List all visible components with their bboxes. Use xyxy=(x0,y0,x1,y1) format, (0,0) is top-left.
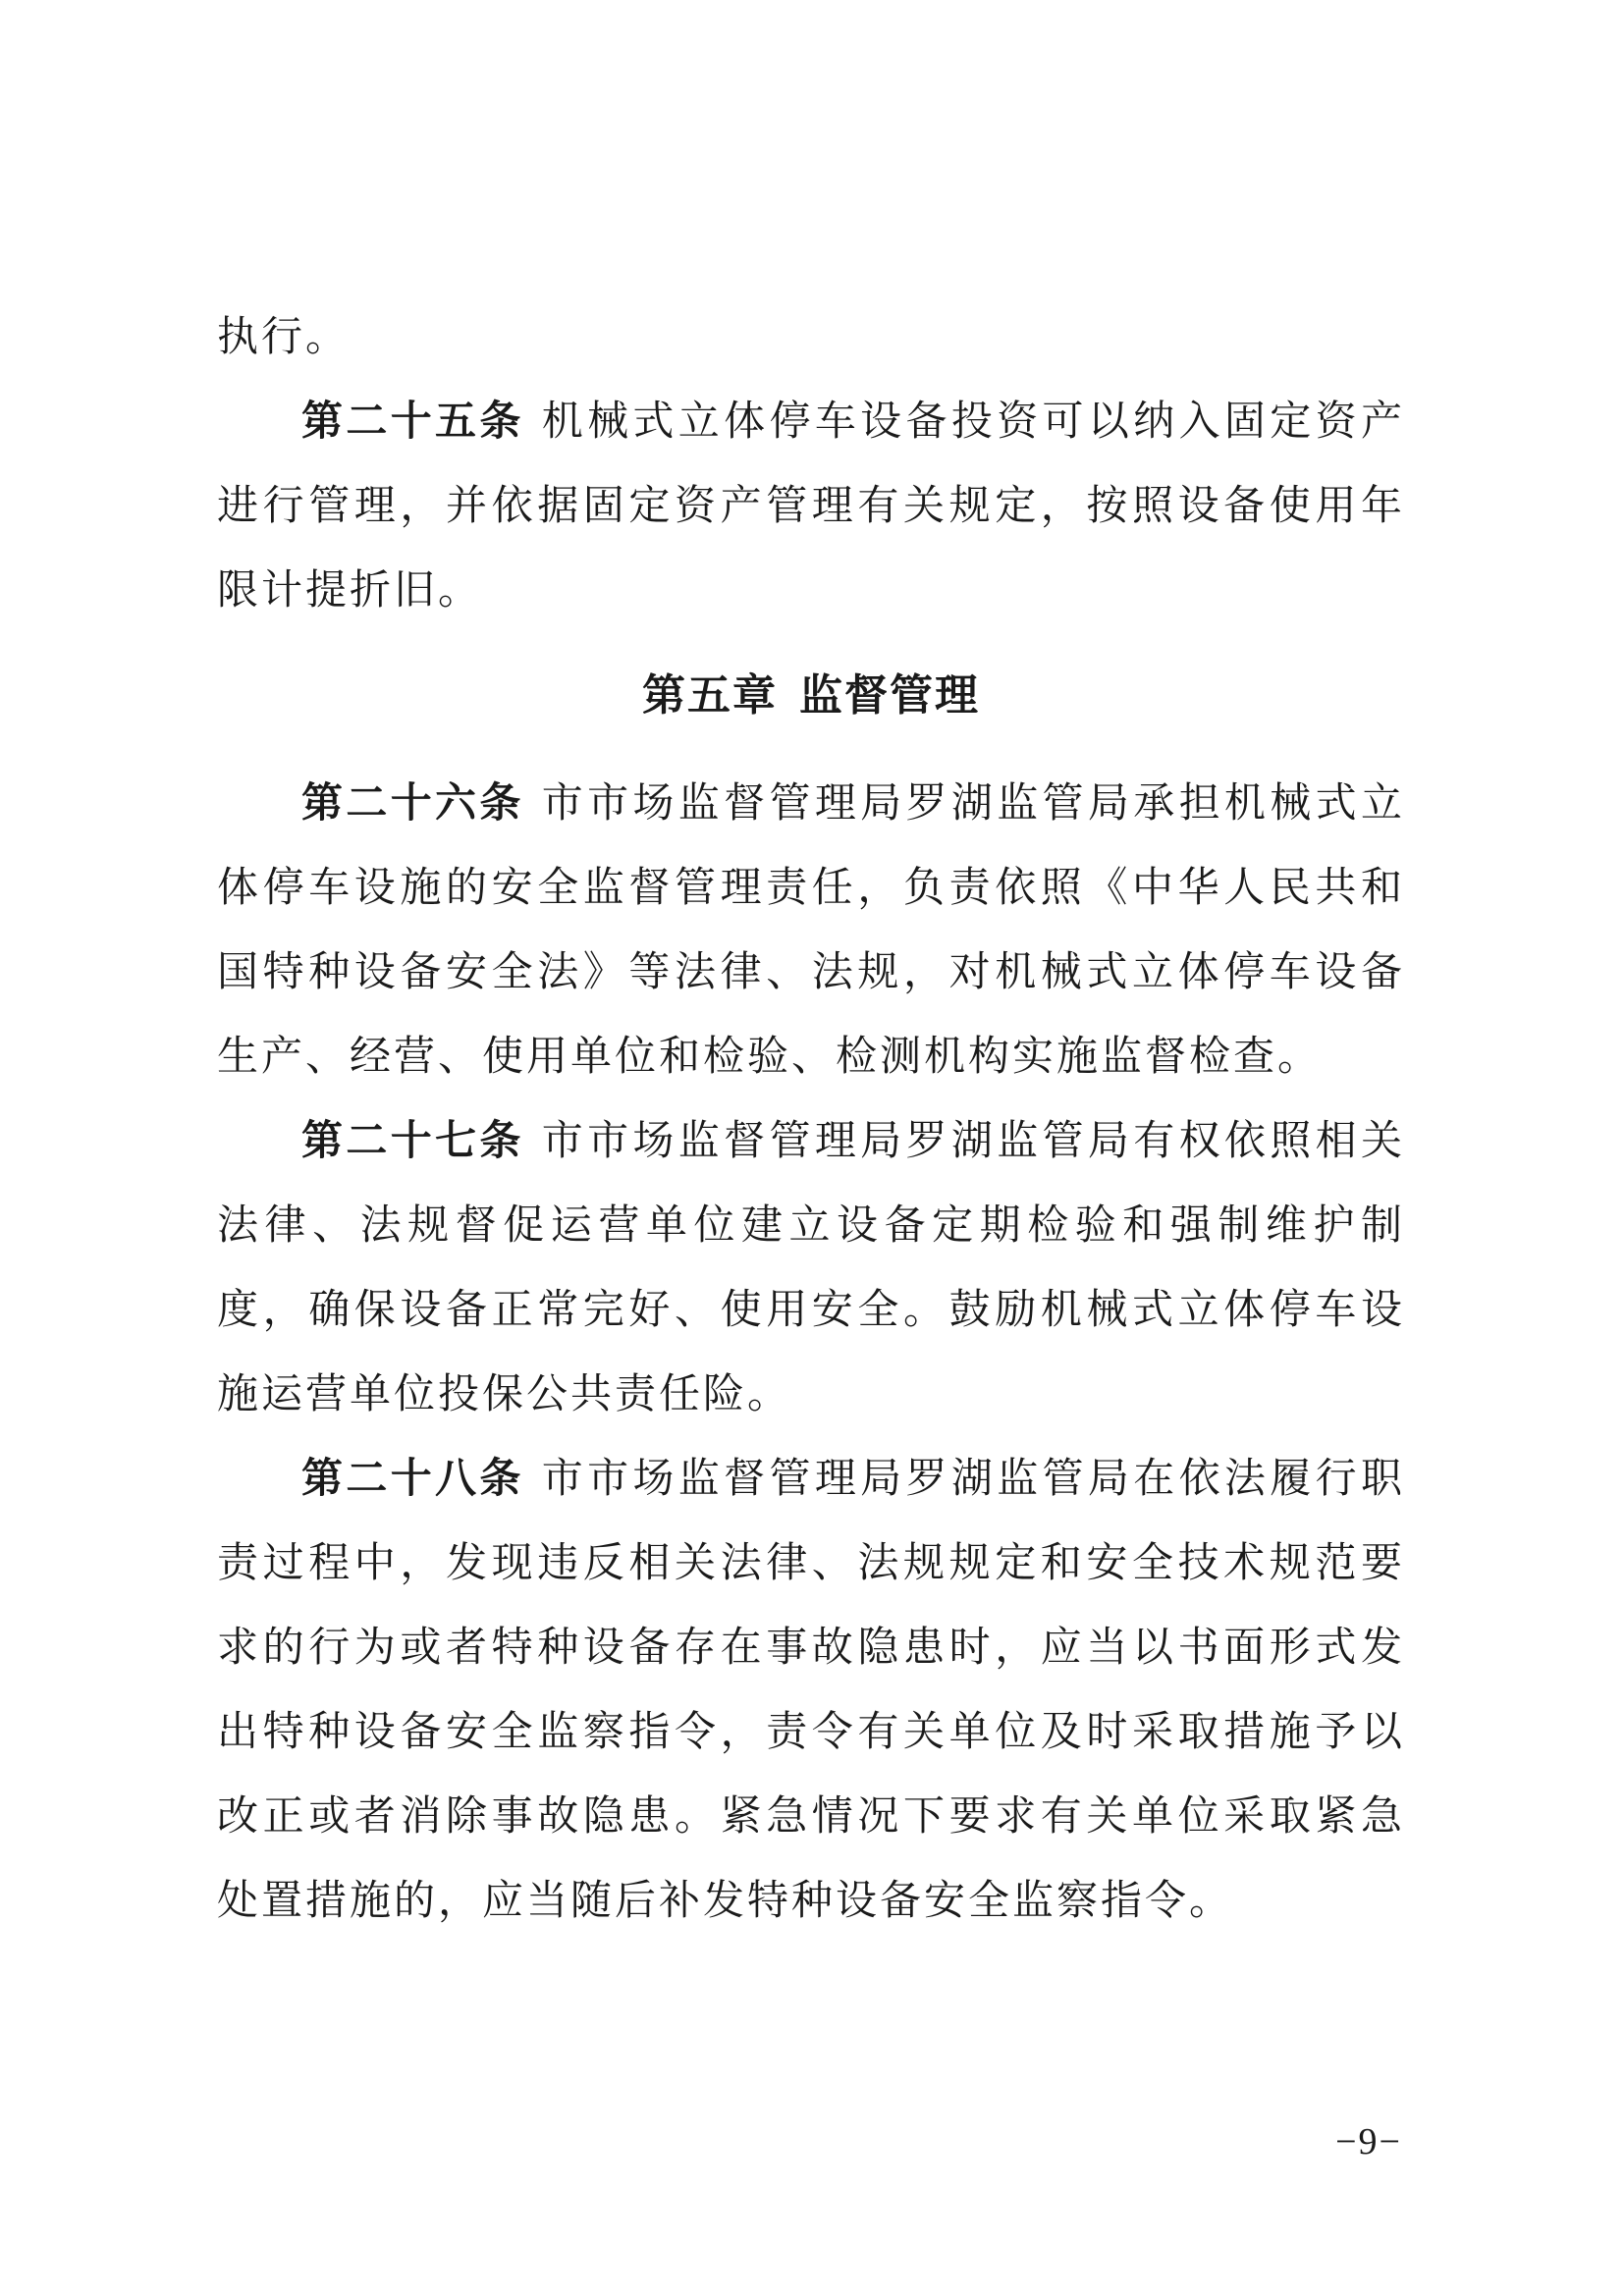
article-text: 市市场监督管理局罗湖监管局有权依照相关法律、法规督促运营单位建立设备定期检验和强制维护制度，确保设备正常完好、使用安全。鼓励机械式立体停车设施运营单位投保公共责任险。 xyxy=(217,1116,1405,1417)
article-text: 市市场监督管理局罗湖监管局承担机械式立体停车设施的安全监督管理责任，负责依照《中华人民共和国特种设备安全法》等法律、法规，对机械式立体停车设备生产、经营、使用单位和检验、检测机构实施监督检查。 xyxy=(217,778,1405,1080)
chapter-number: 第五章 xyxy=(642,670,778,721)
chapter-articles xyxy=(217,761,1405,1943)
article-label: 第二十八条 xyxy=(301,1454,524,1502)
article-paragraph xyxy=(217,379,1405,632)
article-26 xyxy=(217,761,1405,1098)
article-label: 第二十五条 xyxy=(301,397,524,445)
article-28 xyxy=(217,1436,1405,1943)
chapter-title: 监督管理 xyxy=(799,670,980,721)
article-label: 第二十六条 xyxy=(301,778,524,827)
article-27 xyxy=(217,1098,1405,1436)
chapter-heading xyxy=(217,654,1405,738)
continuation-paragraph xyxy=(217,294,1405,379)
article-text: 机械式立体停车设备投资可以纳入固定资产进行管理，并依据固定资产管理有关规定，按照设备使用年限计提折旧。 xyxy=(217,397,1405,614)
article-label: 第二十七条 xyxy=(301,1116,524,1164)
page-number: −9− xyxy=(1335,2121,1402,2163)
continuation-text: 执行。 xyxy=(217,312,351,360)
article-25 xyxy=(217,379,1405,632)
article-text: 市市场监督管理局罗湖监管局在依法履行职责过程中，发现违反相关法律、法规规定和安全技术规范要求的行为或者特种设备存在事故隐患时，应当以书面形式发出特种设备安全监察指令，责令有关单位及时采取措施予以改正或者消除事故隐患。紧急情况下要求有关单位采取紧急处置措施的，应当随后补发特种设备安全监察指令。 xyxy=(217,1454,1405,1924)
